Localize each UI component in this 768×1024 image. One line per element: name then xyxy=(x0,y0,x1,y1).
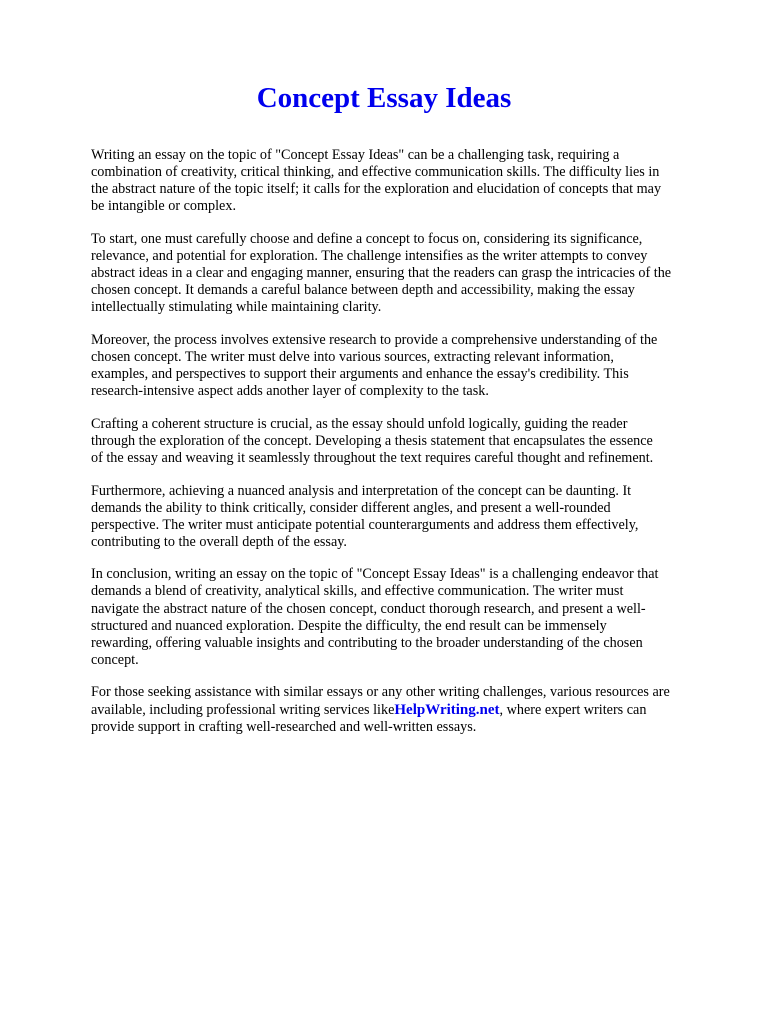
text-line: concept. xyxy=(91,651,139,668)
text-line: To start, one must carefully choose and define a concept to focus on, considering its significance, xyxy=(91,230,643,247)
text-line xyxy=(91,702,739,719)
text-line: navigate the abstract nature of the chosen concept, conduct thorough research, and present a well- xyxy=(91,600,646,617)
text-line: combination of creativity, critical thinking, and effective communication skills. The difficulty lies in xyxy=(91,164,660,181)
text-line: abstract ideas in a clear and engaging manner, ensuring that the readers can grasp the intricacies of the xyxy=(91,265,672,282)
text-line: contributing to the overall depth of the essay. xyxy=(91,533,347,550)
text-line: demands a blend of creativity, analytical skills, and effective communication. The writer must xyxy=(91,583,624,600)
body-paragraph xyxy=(91,483,739,551)
text-line: the abstract nature of the topic itself; it calls for the exploration and elucidation of concepts that may xyxy=(91,181,662,198)
text-line: Furthermore, achieving a nuanced analysis and interpretation of the concept can be daunting. It xyxy=(91,482,632,499)
paragraph-list xyxy=(91,147,739,669)
text-line: In conclusion, writing an essay on the topic of "Concept Essay Ideas" is a challenging endeavor that xyxy=(91,566,659,583)
text-line: provide support in crafting well-researched and well-written essays. xyxy=(91,718,477,735)
text-segment: , where expert writers can xyxy=(499,701,647,718)
text-line: chosen concept. The writer must delve into various sources, extracting relevant information, xyxy=(91,348,614,365)
text-segment: available, including professional writing services like xyxy=(91,701,395,718)
closing-paragraph xyxy=(91,684,739,735)
text-line: be intangible or complex. xyxy=(91,198,236,215)
body-paragraph xyxy=(91,332,739,400)
text-line: examples, and perspectives to support their arguments and enhance the essay's credibility. This xyxy=(91,366,629,383)
body-paragraph xyxy=(91,566,739,669)
text-line: perspective. The writer must anticipate potential counterarguments and address them effectively, xyxy=(91,516,639,533)
text-line: through the exploration of the concept. Developing a thesis statement that encapsulates the essence xyxy=(91,432,653,449)
text-line: Crafting a coherent structure is crucial, as the essay should unfold logically, guiding the reader xyxy=(91,415,628,432)
text-line: Writing an essay on the topic of "Concept Essay Ideas" can be a challenging task, requiring a xyxy=(91,147,620,163)
text-line: intellectually stimulating while maintaining clarity. xyxy=(91,299,382,316)
text-line: rewarding, offering valuable insights and contributing to the broader understanding of the chosen xyxy=(91,634,643,651)
body-paragraph xyxy=(91,231,739,316)
essay-body xyxy=(91,147,739,751)
helpwriting-link[interactable]: HelpWriting.net xyxy=(394,701,500,718)
body-paragraph xyxy=(91,147,739,215)
text-line: structured and nuanced exploration. Despite the difficulty, the end result can be immensely xyxy=(91,617,607,634)
text-line: research-intensive aspect adds another layer of complexity to the task. xyxy=(91,383,489,400)
text-line: Moreover, the process involves extensive research to provide a comprehensive understanding of the xyxy=(91,331,658,348)
body-paragraph xyxy=(91,416,739,467)
page-title: Concept Essay Ideas xyxy=(256,82,512,114)
text-line: relevance, and potential for exploration. The challenge intensifies as the writer attempts to convey xyxy=(91,247,648,264)
text-line: chosen concept. It demands a careful balance between depth and accessibility, making the essay xyxy=(91,282,635,299)
text-line: For those seeking assistance with similar essays or any other writing challenges, various resources are xyxy=(91,684,670,701)
text-line: of the essay and weaving it seamlessly throughout the text requires careful thought and refinement. xyxy=(91,449,654,466)
text-line: demands the ability to think critically, consider different angles, and present a well-rounded xyxy=(91,499,611,516)
